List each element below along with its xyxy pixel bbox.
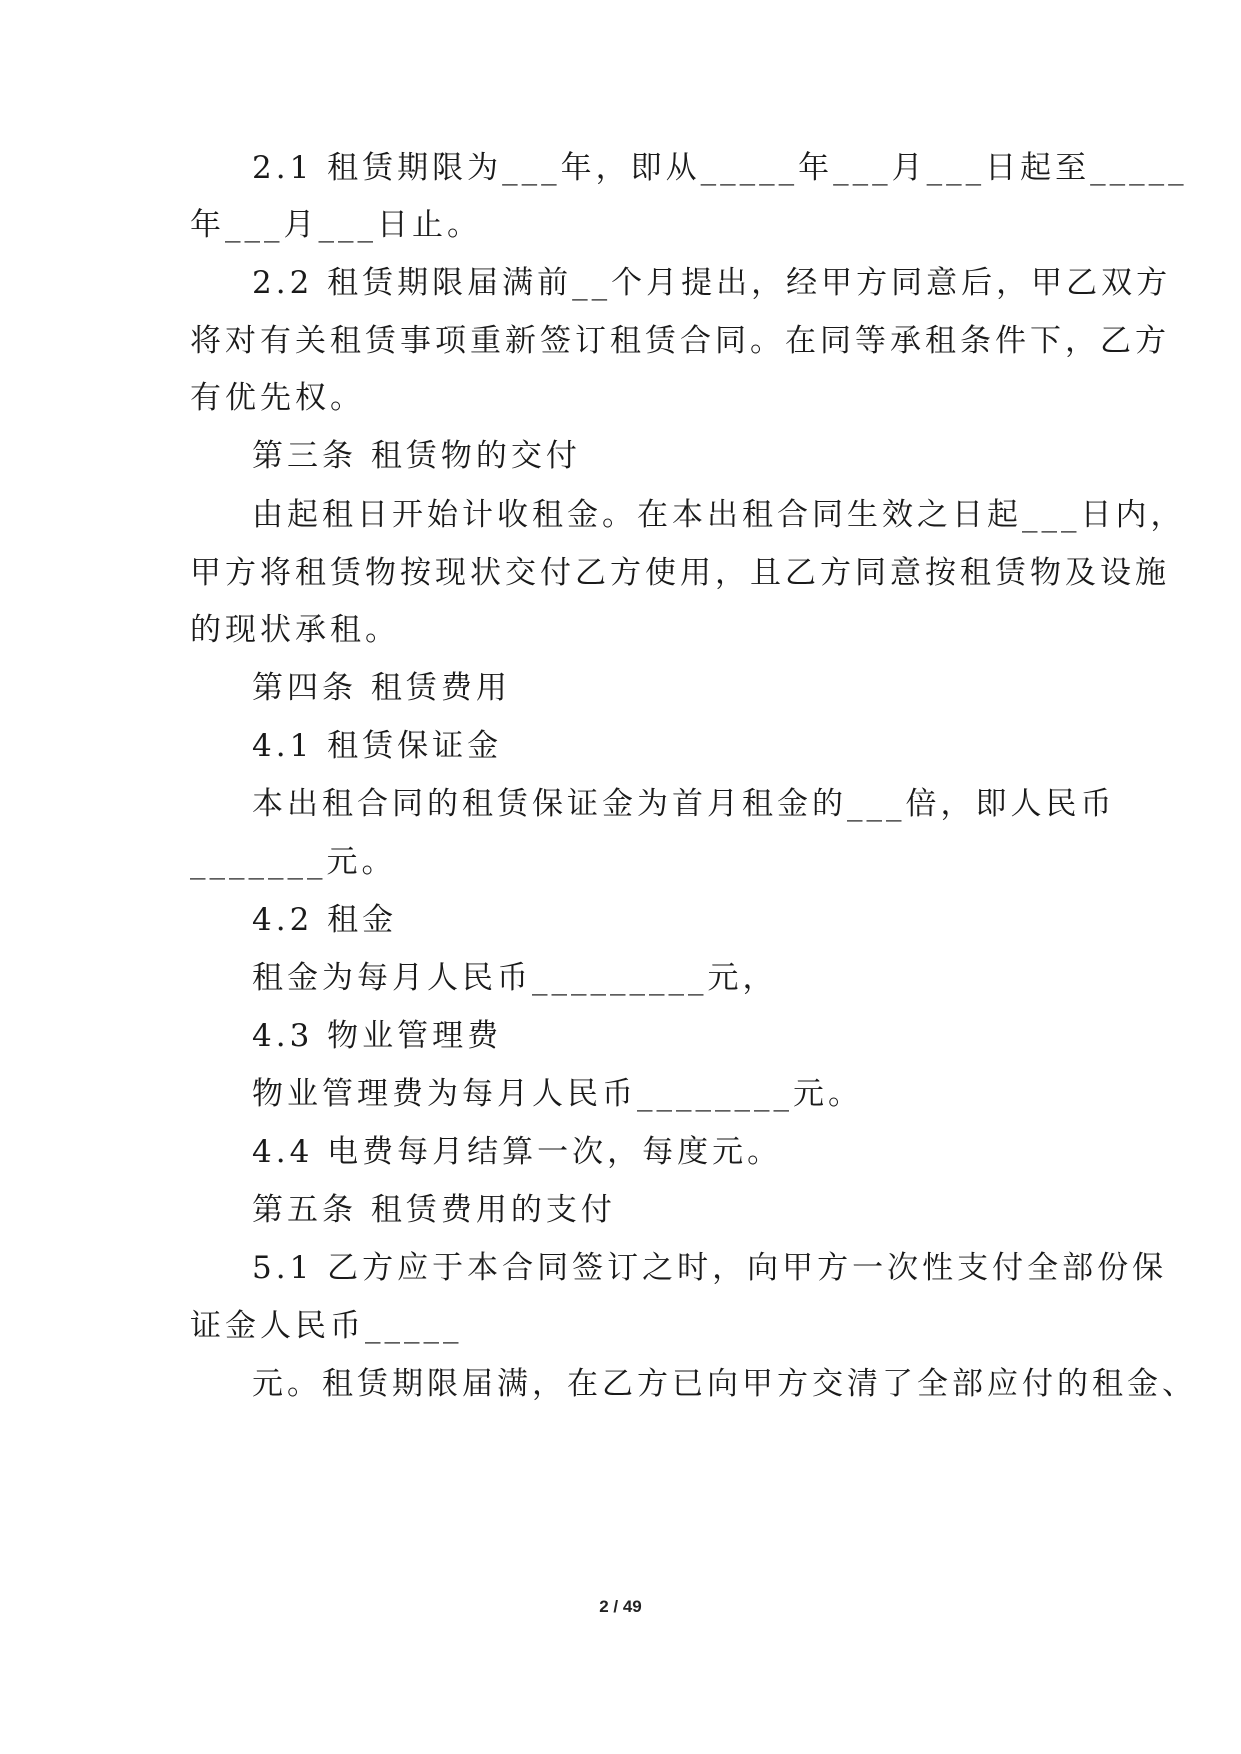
section-4-4-line-1: 4.4 电费每月结算一次，每度元。	[252, 1134, 783, 1170]
section-4-2-line-1: 租金为每月人民币_________元，	[252, 960, 778, 996]
paragraph-2-2-line-2: 将对有关租赁事项重新签订租赁合同。在同等承租条件下，乙方	[190, 323, 1170, 359]
section-5-1-line-1: 5.1 乙方应于本合同签订之时，向甲方一次性支付全部份保	[252, 1250, 1168, 1286]
paragraph-2-2-line-3: 有优先权。	[190, 380, 365, 416]
page-number: 2 / 49	[599, 1597, 642, 1616]
article-3-line-1: 由起租日开始计收租金。在本出租合同生效之日起___日内，	[252, 497, 1186, 533]
section-4-3-line-1: 物业管理费为每月人民币________元。	[252, 1076, 863, 1112]
section-5-1-line-2: 证金人民币_____	[190, 1308, 463, 1344]
section-5-1-line-3: 元。租赁期限届满，在乙方已向甲方交清了全部应付的租金、	[252, 1366, 1197, 1402]
paragraph-2-1-line-1: 2.1 租赁期限为___年，即从_____年___月___日起至_____	[252, 150, 1188, 186]
paragraph-2-2-line-1: 2.2 租赁期限届满前__个月提出，经甲方同意后，甲乙双方	[252, 265, 1172, 301]
article-3-heading: 第三条 租赁物的交付	[252, 438, 581, 474]
article-3-line-3: 的现状承租。	[190, 612, 400, 648]
section-4-1-line-2: _______元。	[190, 844, 397, 880]
article-4-heading: 第四条 租赁费用	[252, 670, 511, 706]
article-3-line-2: 甲方将租赁物按现状交付乙方使用，且乙方同意按租赁物及设施	[190, 555, 1170, 591]
section-4-3-heading: 4.3 物业管理费	[252, 1018, 503, 1054]
section-4-1-line-1: 本出租合同的租赁保证金为首月租金的___倍，即人民币	[252, 786, 1116, 822]
section-4-1-heading: 4.1 租赁保证金	[252, 728, 503, 764]
section-4-2-heading: 4.2 租金	[252, 902, 398, 938]
paragraph-2-1-line-2: 年___月___日止。	[190, 207, 482, 243]
article-5-heading: 第五条 租赁费用的支付	[252, 1192, 616, 1228]
